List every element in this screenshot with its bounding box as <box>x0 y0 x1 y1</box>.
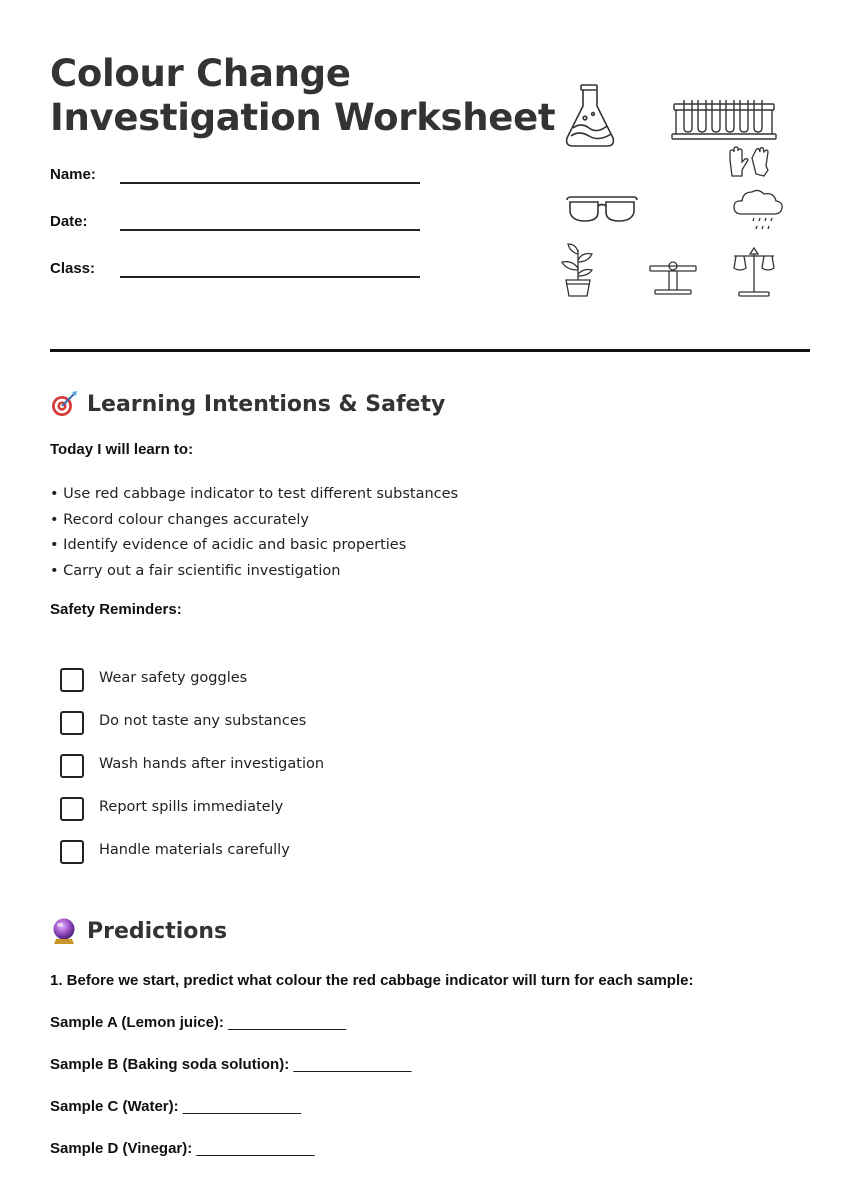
sample-row[interactable] <box>50 1014 411 1056</box>
title-line-2: Investigation Worksheet <box>50 96 556 139</box>
checkbox[interactable] <box>60 711 84 735</box>
answer-blank[interactable]: _______________ <box>182 1098 301 1115</box>
checklist-label: Handle materials carefully <box>99 842 290 858</box>
title-line-1: Colour Change <box>50 52 351 95</box>
learning-list <box>50 482 458 585</box>
name-label: Name: <box>50 166 96 183</box>
science-illustrations <box>555 80 795 305</box>
gloves-icon <box>726 146 772 178</box>
list-item: • Use red cabbage indicator to test different substances <box>50 482 458 508</box>
balance-icon <box>649 258 697 296</box>
crystal-ball-icon <box>50 917 78 945</box>
test-tube-rack-icon <box>672 98 776 140</box>
target-icon <box>50 390 78 418</box>
sample-label: Sample C (Water): <box>50 1098 179 1115</box>
list-item: • Record colour changes accurately <box>50 508 458 534</box>
safety-checklist <box>60 667 324 882</box>
sample-label: Sample A (Lemon juice): <box>50 1014 224 1031</box>
class-label: Class: <box>50 260 96 277</box>
checklist-label: Wash hands after investigation <box>99 756 325 772</box>
header-divider <box>50 349 810 352</box>
checklist-item[interactable] <box>60 667 324 710</box>
checkbox[interactable] <box>60 754 84 778</box>
prediction-question: 1. Before we start, predict what colour the red cabbage indicator will turn for each sample: <box>50 972 694 989</box>
name-field[interactable] <box>50 166 420 196</box>
sample-list <box>50 1014 411 1182</box>
checklist-item[interactable] <box>60 839 324 882</box>
checklist-label: Wear safety goggles <box>99 670 248 686</box>
class-line[interactable] <box>120 276 420 278</box>
checkbox[interactable] <box>60 797 84 821</box>
checklist-label: Do not taste any substances <box>99 713 307 729</box>
learning-heading-text: Learning Intentions & Safety <box>87 391 446 417</box>
learning-heading <box>50 389 445 419</box>
sample-row[interactable] <box>50 1056 411 1098</box>
rain-cloud-icon <box>732 186 784 236</box>
checkbox[interactable] <box>60 840 84 864</box>
date-line[interactable] <box>120 229 420 231</box>
list-item: • Identify evidence of acidic and basic properties <box>50 533 458 559</box>
class-field[interactable] <box>50 260 420 290</box>
checklist-item[interactable] <box>60 753 324 796</box>
answer-blank[interactable]: _______________ <box>196 1140 315 1157</box>
predictions-heading <box>50 916 227 946</box>
predictions-heading-text: Predictions <box>87 918 228 944</box>
date-label: Date: <box>50 213 88 230</box>
sample-row[interactable] <box>50 1140 411 1182</box>
sample-label: Sample D (Vinegar): <box>50 1140 193 1157</box>
list-item: • Carry out a fair scientific investigation <box>50 559 458 585</box>
answer-blank[interactable]: _______________ <box>228 1014 346 1031</box>
today-label: Today I will learn to: <box>50 441 194 458</box>
date-field[interactable] <box>50 213 420 243</box>
conical-flask-icon <box>563 84 617 148</box>
balance-scale-icon <box>731 244 777 298</box>
checklist-item[interactable] <box>60 796 324 839</box>
checklist-item[interactable] <box>60 710 324 753</box>
potted-plant-icon <box>558 240 598 298</box>
name-line[interactable] <box>120 182 420 184</box>
safety-goggles-icon <box>565 194 639 224</box>
page-title <box>50 52 556 140</box>
checkbox[interactable] <box>60 668 84 692</box>
safety-label: Safety Reminders: <box>50 601 182 618</box>
checklist-label: Report spills immediately <box>99 799 284 815</box>
sample-label: Sample B (Baking soda solution): <box>50 1056 290 1073</box>
sample-row[interactable] <box>50 1098 411 1140</box>
answer-blank[interactable]: _______________ <box>293 1056 411 1073</box>
